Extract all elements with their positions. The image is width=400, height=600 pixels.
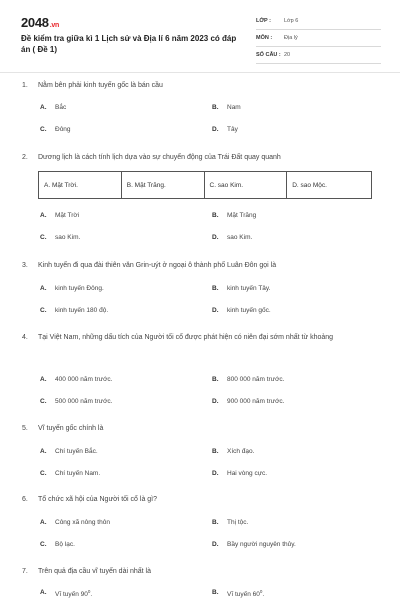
option-letter[interactable]: D. xyxy=(212,541,219,548)
option-letter[interactable]: A. xyxy=(40,448,47,455)
option-text[interactable]: Bộ lạc. xyxy=(55,541,75,548)
question-text: Kinh tuyến đi qua đài thiên văn Grin-uýt ở ngoại ô thành phố Luân Đôn gọi là xyxy=(38,262,277,269)
question-number: 4. xyxy=(22,334,28,341)
option-text[interactable]: Mặt Trời xyxy=(55,212,80,219)
meta-label: MÔN : xyxy=(256,35,273,41)
option-letter[interactable]: B. xyxy=(212,448,219,455)
option-letter[interactable]: A. xyxy=(40,519,47,526)
option-letter[interactable]: B. xyxy=(212,104,219,111)
option-text[interactable]: Đông xyxy=(55,126,71,133)
table-cell: A. Mặt Trời. xyxy=(39,172,122,199)
option-letter[interactable]: D. xyxy=(212,398,219,405)
option-letter[interactable]: D. xyxy=(212,234,219,241)
table-cell: D. sao Mộc. xyxy=(287,172,372,199)
option-letter[interactable]: A. xyxy=(40,589,47,596)
option-letter[interactable]: B. xyxy=(212,589,219,596)
option-text[interactable]: Xích đạo. xyxy=(227,448,255,455)
site-logo[interactable]: 2048.vn xyxy=(21,15,59,30)
option-letter[interactable]: D. xyxy=(212,470,219,477)
option-text[interactable]: Thị tộc. xyxy=(227,519,249,526)
option-text[interactable]: Mặt Trăng xyxy=(227,212,257,219)
option-letter[interactable]: A. xyxy=(40,104,47,111)
option-text[interactable]: Bầy người nguyên thủy. xyxy=(227,541,296,548)
option-text[interactable]: Chí tuyến Bắc. xyxy=(55,448,98,455)
option-letter[interactable]: C. xyxy=(40,234,47,241)
question-text: Tại Việt Nam, những dấu tích của Người tối cổ được phát hiện có niên đại sớm nhất từ khoảng xyxy=(38,334,334,341)
option-text[interactable]: 500 000 năm trước. xyxy=(55,398,113,405)
question-number: 1. xyxy=(22,82,28,89)
exam-meta xyxy=(256,13,381,64)
option-letter[interactable]: D. xyxy=(212,307,219,314)
page-title: Đề kiểm tra giữa kì 1 Lịch sử và Địa lí 6 năm 2023 có đáp án ( Đề 1) xyxy=(21,34,237,54)
option-text[interactable]: Nam xyxy=(227,104,241,111)
option-letter[interactable]: A. xyxy=(40,212,47,219)
question-number: 2. xyxy=(22,154,28,161)
question-text: Dương lịch là cách tính lịch dựa vào sự chuyển động của Trái Đất quay quanh xyxy=(38,154,281,161)
option-letter[interactable]: C. xyxy=(40,541,47,548)
answer-table xyxy=(38,171,372,199)
option-text[interactable]: 800 000 năm trước. xyxy=(227,376,285,383)
option-letter[interactable]: C. xyxy=(40,470,47,477)
meta-row-class xyxy=(256,13,381,30)
question-number: 7. xyxy=(22,568,28,575)
question-text: Vĩ tuyến gốc chính là xyxy=(38,425,104,432)
table-cell: B. Mặt Trăng. xyxy=(121,172,204,199)
option-text[interactable]: Vĩ tuyến $60^0$. xyxy=(227,589,265,599)
option-text[interactable]: Tây xyxy=(227,126,238,133)
option-letter[interactable]: D. xyxy=(212,126,219,133)
meta-label: LỚP : xyxy=(256,18,271,24)
question-text: Tổ chức xã hội của Người tối cổ là gì? xyxy=(38,496,158,503)
meta-row-subject xyxy=(256,30,381,47)
table-cell: C. sao Kim. xyxy=(204,172,287,199)
question-number: 3. xyxy=(22,262,28,269)
meta-row-count xyxy=(256,47,381,64)
question-number: 6. xyxy=(22,496,28,503)
option-text[interactable]: kinh tuyến 180 độ. xyxy=(55,307,109,314)
option-text[interactable]: sao Kim. xyxy=(55,234,81,241)
option-letter[interactable]: C. xyxy=(40,398,47,405)
meta-value: 20 xyxy=(284,52,291,58)
option-text[interactable]: Hai vòng cực. xyxy=(227,470,268,477)
option-letter[interactable]: A. xyxy=(40,285,47,292)
option-text[interactable]: Công xã nông thôn xyxy=(55,519,110,526)
meta-value: Lớp 6 xyxy=(284,18,299,24)
option-text[interactable]: kinh tuyến Đông. xyxy=(55,285,104,292)
question-text: Nằm bên phải kinh tuyến gốc là bán cầu xyxy=(38,82,163,89)
question-text: Trên quả địa cầu vĩ tuyến dài nhất là xyxy=(38,568,151,575)
option-text[interactable]: 900 000 năm trước. xyxy=(227,398,285,405)
option-text[interactable]: sao Kim. xyxy=(227,234,253,241)
question-number: 5. xyxy=(22,425,28,432)
option-text[interactable]: kinh tuyến gốc. xyxy=(227,307,271,314)
option-letter[interactable]: B. xyxy=(212,212,219,219)
page-header xyxy=(0,0,400,66)
option-text[interactable]: 400 000 năm trước. xyxy=(55,376,113,383)
option-letter[interactable]: B. xyxy=(212,519,219,526)
meta-value: Địa lý xyxy=(284,35,298,41)
option-letter[interactable]: A. xyxy=(40,376,47,383)
option-letter[interactable]: C. xyxy=(40,126,47,133)
option-letter[interactable]: C. xyxy=(40,307,47,314)
option-text[interactable]: kinh tuyến Tây. xyxy=(227,285,271,292)
header-divider xyxy=(0,72,400,73)
option-text[interactable]: Chí tuyến Nam. xyxy=(55,470,101,477)
meta-label: SỐ CÂU : xyxy=(256,52,281,58)
option-text[interactable]: Bắc xyxy=(55,104,67,111)
option-letter[interactable]: B. xyxy=(212,285,219,292)
option-letter[interactable]: B. xyxy=(212,376,219,383)
option-text[interactable]: Vĩ tuyến $90^0$. xyxy=(55,589,93,599)
